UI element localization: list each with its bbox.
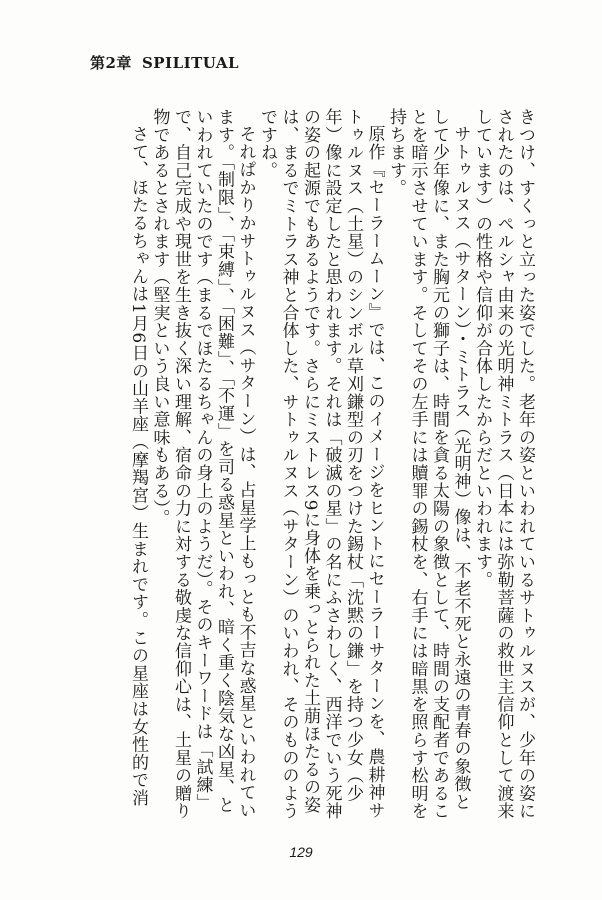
paragraph: さて、ほたるちゃんは1月6日の山羊座（摩羯宮）生まれです。この星座は女性的で消 [128, 125, 148, 807]
chapter-number: 第2章 [90, 54, 132, 72]
paragraph: それぱかりかサトゥルヌス（サターン）は、占星学上もっとも不吉な惑星といわれています。「制限」、「束縛」、「困難」、「不運」を司る惑星といわれ、暗く重く陰気な凶星、といわれていたのです（まるでほたるちゃんの身上のようだ）。そのキーワードは「試練」で、自己完成や現世を生き抜く深い理解、宿命の力に対する敬虔な信仰心は、土星の贈り物であるとされます（堅実という良い意味もある）。 [149, 108, 256, 820]
paragraph: 原作『セーラームーン』では、このイメージをヒントにセーラーサターンを、農耕神サトゥルヌス（土星）のシンボル草刈鎌型の刃をつけた錫杖「沈黙の鎌」を持つ少女（少年）像に設定したと思われます。それは「破滅の星」の名にふさわしく、西洋でいう死神の姿の起源でもあるようです。さらにミストレス9に身体を乗っとられた土萠ほたるの姿は、まるでミトラス神と合体した、サトゥルヌス（サターン）のいわれ、そのもののようですね。 [257, 108, 385, 820]
chapter-title: SPILITUAL [141, 54, 240, 72]
running-header [90, 52, 239, 73]
page-number: 129 [289, 844, 313, 860]
vertical-body-text [95, 108, 535, 820]
paragraph: きつけ、すくっと立った姿でした。老年の姿といわれているサトゥルヌスが、少年の姿にされたのは、ペルシャ由来の光明神ミトラス（日本には弥勒菩薩の救世主信仰として渡来しています）の性格や信仰が合体したからだといわれます。 [472, 108, 535, 820]
paragraph: サトゥルヌス（サターン）・ミトラス（光明神）像は、不老不死と永遠の青春の象徴として少年像に、また胸元の獅子は、時間を貪る太陽の象徴として、時間の支配者であることを暗示させています。そしてその左手には贖罪の錫杖を、右手には暗黒を照らす松明を持ちます。 [386, 108, 471, 820]
